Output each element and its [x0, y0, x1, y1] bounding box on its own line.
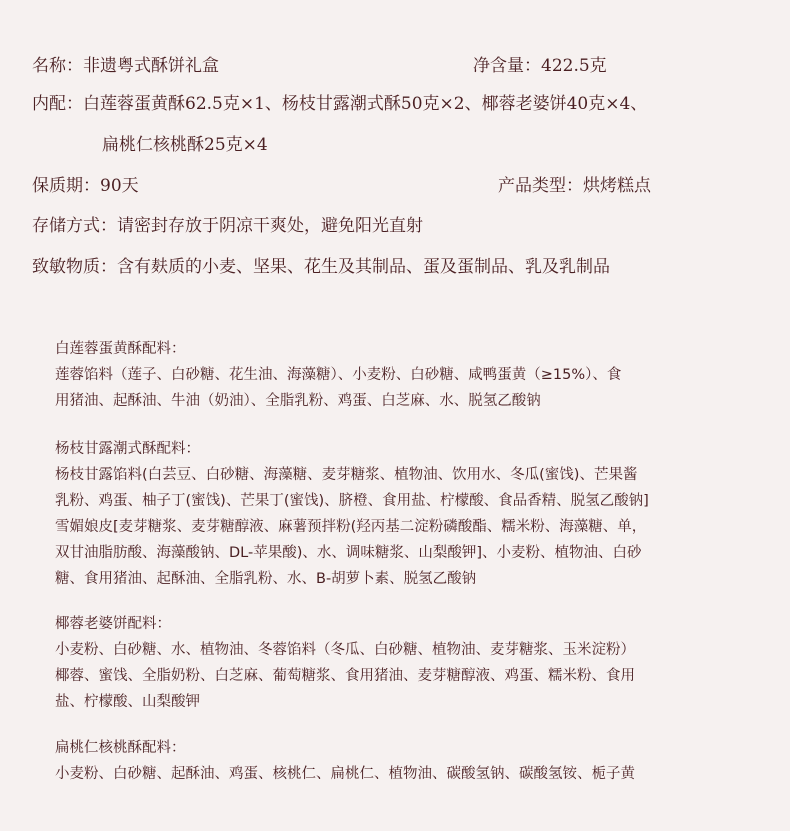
ingredient-line: 莲蓉馅料（莲子、白砂糖、花生油、海藻糖）、小麦粉、白砂糖、咸鸭蛋黄（≥15%）、食	[55, 367, 622, 383]
shelf-life: 保质期：90天	[32, 176, 139, 196]
ingredient-title: 椰蓉老婆饼配料：	[55, 616, 171, 632]
ingredient-title: 扁桃仁核桃酥配料：	[55, 740, 186, 756]
ingredient-line: 用猪油、起酥油、牛油（奶油）、全脂乳粉、鸡蛋、白芝麻、水、脱氢乙酸钠	[55, 393, 541, 409]
product-name: 名称：非遗粤式酥饼礼盒	[32, 56, 219, 76]
box-contents-continued: 扁桃仁核桃酥25克×4	[102, 135, 268, 155]
ingredient-title: 白莲蓉蛋黄酥配料：	[55, 341, 186, 357]
ingredient-block-coconut-wife-cake	[55, 611, 745, 715]
ingredient-line: 双甘油脂肪酸、海藻酸钠、DL-苹果酸)、水、调味糖浆、山梨酸钾]、小麦粉、植物油、白砂	[55, 545, 642, 561]
ingredient-line: 杨枝甘露馅料(白芸豆、白砂糖、海藻糖、麦芽糖浆、植物油、饮用水、冬瓜(蜜饯)、芒果酱	[55, 467, 638, 483]
box-contents: 内配：白莲蓉蛋黄酥62.5克×1、杨枝甘露潮式酥50克×2、椰蓉老婆饼40克×4、	[32, 94, 648, 114]
ingredient-line: 乳粉、鸡蛋、柚子丁(蜜饯)、芒果丁(蜜饯)、脐橙、食用盐、柠檬酸、食品香精、脱氢乙酸钠]	[55, 493, 649, 509]
ingredient-line: 糖、食用猪油、起酥油、全脂乳粉、水、B-胡萝卜素、脱氢乙酸钠	[55, 571, 477, 587]
ingredient-line: 椰蓉、蜜饯、全脂奶粉、白芝麻、葡萄糖浆、食用猪油、麦芽糖醇液、鸡蛋、糯米粉、食用	[55, 668, 635, 684]
allergen-info: 致敏物质：含有麸质的小麦、坚果、花生及其制品、蛋及蛋制品、乳及乳制品	[32, 257, 610, 277]
product-type: 产品类型：烘烤糕点	[498, 176, 651, 196]
ingredient-block-almond-walnut	[55, 735, 745, 787]
ingredient-block-mango-pomelo	[55, 436, 745, 592]
ingredient-title: 杨枝甘露潮式酥配料：	[55, 441, 200, 457]
storage-method: 存储方式：请密封存放于阴凉干爽处，避免阳光直射	[32, 216, 423, 236]
ingredient-line: 盐、柠檬酸、山梨酸钾	[55, 694, 200, 710]
net-weight: 净含量：422.5克	[473, 56, 607, 76]
ingredient-line: 雪媚娘皮[麦芽糖浆、麦芽糖醇液、麻薯预拌粉(羟丙基二淀粉磷酸酯、糯米粉、海藻糖、单，	[55, 519, 647, 535]
ingredient-line: 小麦粉、白砂糖、起酥油、鸡蛋、核桃仁、扁桃仁、植物油、碳酸氢钠、碳酸氢铵、栀子黄	[55, 766, 635, 782]
ingredient-line: 小麦粉、白砂糖、水、植物油、冬蓉馅料（冬瓜、白砂糖、植物油、麦芽糖浆、玉米淀粉）	[55, 642, 635, 658]
ingredient-block-lotus-egg-yolk	[55, 336, 745, 414]
